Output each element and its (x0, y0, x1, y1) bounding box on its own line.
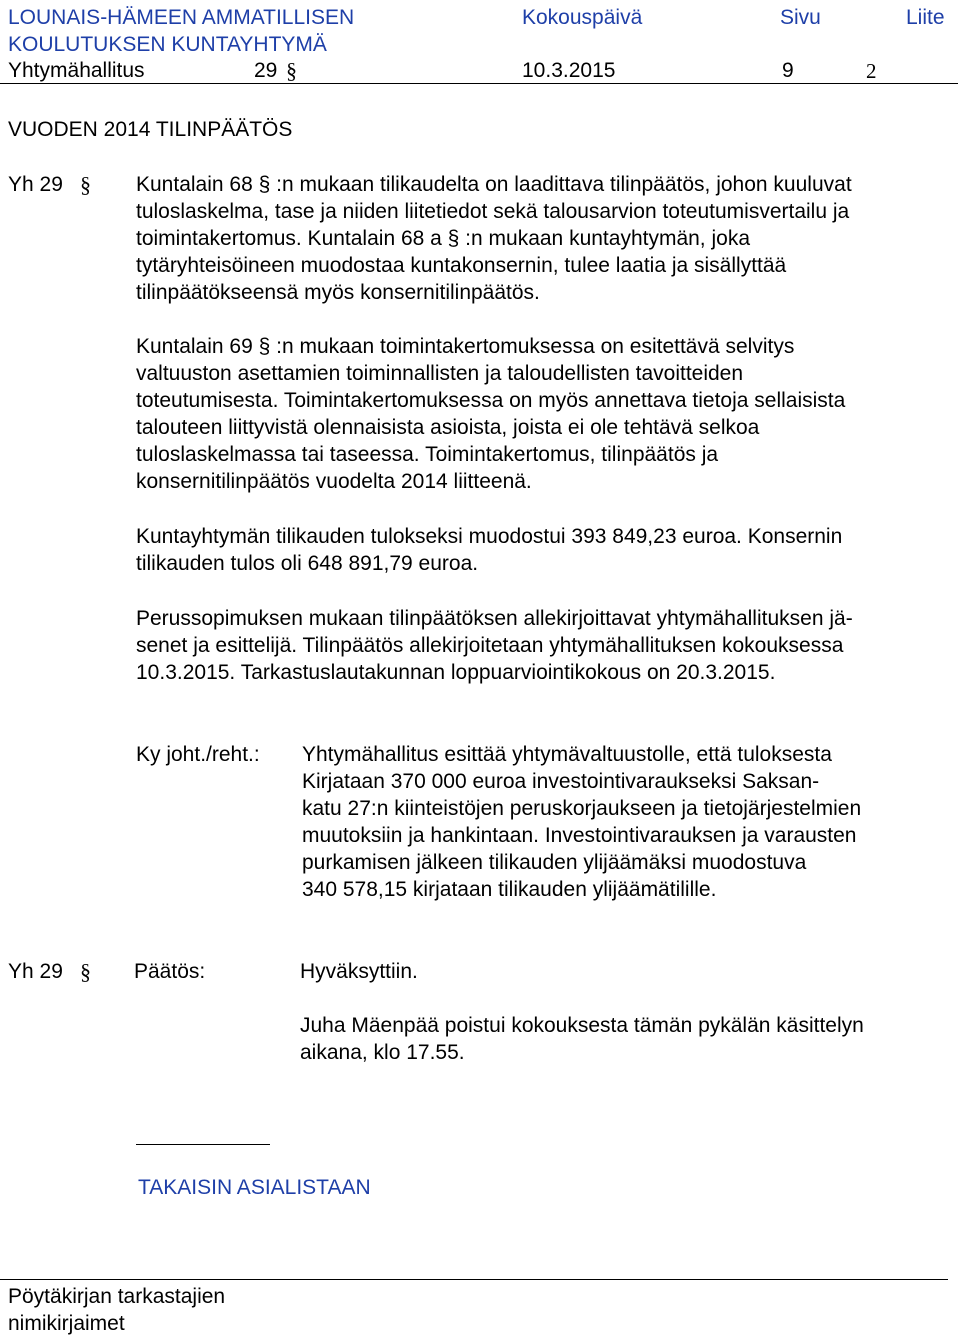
org-name-line2: KOULUTUKSEN KUNTAYHTYMÄ (8, 33, 327, 56)
paragraph-line: toteutumisesta. Toimintakertomuksessa on myös annettava tietoja sellaisista (136, 389, 846, 412)
decision-text: Hyväksyttiin. (300, 960, 418, 983)
paragraph-line: tilinpäätökseensä myös konsernitilinpäätös. (136, 281, 540, 304)
page-number: 9 (782, 59, 794, 82)
item-section-sign-icon: § (80, 172, 91, 197)
section-sign-icon: § (286, 58, 297, 83)
document-title: VUODEN 2014 TILINPÄÄTÖS (8, 118, 293, 141)
section-number: 29 (254, 59, 278, 82)
decision-item-label: Yh 29 (8, 960, 63, 983)
proposal-line: muutoksiin ja hankintaan. Investointivarauksen ja varausten (302, 824, 857, 847)
attachment-label: Liite (906, 6, 945, 29)
footer-rule (0, 1279, 948, 1280)
paragraph-line: konsernitilinpäätös vuodelta 2014 liitteenä. (136, 470, 532, 493)
proposal-line: 340 578,15 kirjataan tilikauden ylijäämätilille. (302, 878, 717, 901)
paragraph-line: tuloslaskelma, tase ja niiden liitetiedot sekä talousarvion toteutumisvertailu ja (136, 200, 850, 223)
body-name: Yhtymähallitus (8, 59, 145, 82)
paragraph-4 (136, 605, 936, 686)
paragraph-line: 10.3.2015. Tarkastuslautakunnan loppuarviointikokous on 20.3.2015. (136, 661, 776, 684)
proposal-label: Ky joht./reht.: (136, 743, 260, 766)
org-name-line1: LOUNAIS-HÄMEEN AMMATILLISEN (8, 6, 355, 29)
proposal-line: Kirjataan 370 000 euroa investointivaraukseksi Saksan- (302, 770, 820, 793)
separator-rule (136, 1144, 270, 1145)
footer-label-line1: Pöytäkirjan tarkastajien (8, 1285, 226, 1308)
page-label: Sivu (780, 6, 821, 29)
proposal-line: Yhtymähallitus esittää yhtymävaltuustolle, että tuloksesta (302, 743, 832, 766)
proposal-text (302, 741, 942, 903)
paragraph-2 (136, 333, 936, 495)
paragraph-line: tuloslaskelmassa tai taseessa. Toimintakertomus, tilinpäätös ja (136, 443, 719, 466)
paragraph-line: valtuuston asettamien toiminnallisten ja taloudellisten tavoitteiden (136, 362, 744, 385)
paragraph-line: Perussopimuksen mukaan tilinpäätöksen allekirjoittavat yhtymähallituksen jä- (136, 607, 853, 630)
paragraph-1 (136, 171, 936, 306)
decision-label: Päätös: (134, 960, 206, 983)
footer-label-line2: nimikirjaimet (8, 1312, 125, 1335)
proposal-line: katu 27:n kiinteistöjen peruskorjaukseen ja tietojärjestelmien (302, 797, 862, 820)
paragraph-line: Kuntalain 69 § :n mukaan toimintakertomuksessa on esitettävä selvitys (136, 335, 795, 358)
paragraph-line: tilikauden tulos oli 648 891,79 euroa. (136, 552, 479, 575)
back-to-agenda-link[interactable]: TAKAISIN ASIALISTAAN (138, 1176, 371, 1199)
note-line: Juha Mäenpää poistui kokouksesta tämän pykälän käsittelyn (300, 1014, 864, 1037)
paragraph-3 (136, 523, 936, 577)
header-rule (0, 83, 958, 84)
paragraph-line: talouteen liittyvistä olennaisista asioista, joista ei ole tehtävä selkoa (136, 416, 760, 439)
note-line: aikana, klo 17.55. (300, 1041, 465, 1064)
paragraph-line: tytäryhteisöineen muodostaa kuntakonsernin, tulee laatia ja sisällyttää (136, 254, 787, 277)
paragraph-line: toimintakertomus. Kuntalain 68 a § :n mukaan kuntayhtymän, joka (136, 227, 751, 250)
paragraph-line: Kuntayhtymän tilikauden tulokseksi muodostui 393 849,23 euroa. Konsernin (136, 525, 843, 548)
decision-section-sign-icon: § (80, 959, 91, 984)
attachment-number: 2 (866, 59, 877, 83)
meeting-date-label: Kokouspäivä (522, 6, 643, 29)
decision-note (300, 1012, 940, 1066)
meeting-date: 10.3.2015 (522, 59, 616, 82)
paragraph-line: Kuntalain 68 § :n mukaan tilikaudelta on laadittava tilinpäätös, johon kuuluvat (136, 173, 852, 196)
proposal-line: purkamisen jälkeen tilikauden ylijäämäksi muodostuva (302, 851, 807, 874)
paragraph-line: senet ja esittelijä. Tilinpäätös allekirjoitetaan yhtymähallituksen kokouksessa (136, 634, 844, 657)
item-label: Yh 29 (8, 173, 63, 196)
